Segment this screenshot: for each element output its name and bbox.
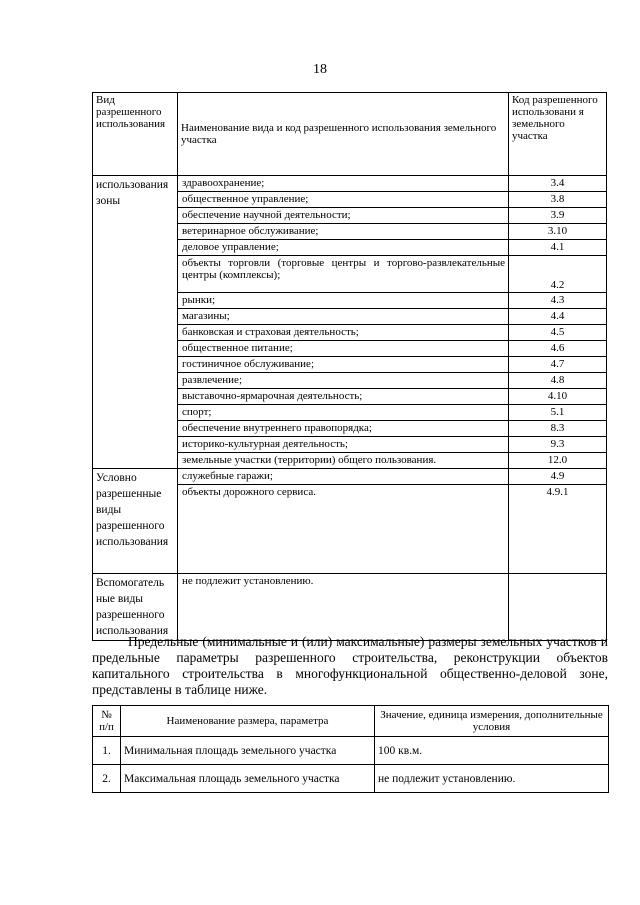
use-code: 3.9 bbox=[509, 208, 607, 224]
use-name: деловое управление; bbox=[178, 240, 509, 256]
limit-num: 1. bbox=[93, 737, 121, 765]
use-name: земельные участки (территории) общего пользования. bbox=[178, 453, 509, 469]
header-name: Наименование вида и код разрешенного использования земельного участка bbox=[178, 93, 509, 176]
use-code: 3.4 bbox=[509, 176, 607, 192]
limits-header-num: № п/п bbox=[93, 706, 121, 737]
use-name: обеспечение научной деятельности; bbox=[178, 208, 509, 224]
use-code: 4.9 bbox=[509, 469, 607, 485]
permitted-uses-header-row bbox=[93, 93, 607, 176]
use-name: спорт; bbox=[178, 405, 509, 421]
use-code: 4.8 bbox=[509, 373, 607, 389]
auxiliary-uses-label: Вспомогатель ные виды разрешенного использования bbox=[93, 574, 178, 641]
table-row bbox=[93, 469, 607, 485]
use-code: 12.0 bbox=[509, 453, 607, 469]
use-code: 9.3 bbox=[509, 437, 607, 453]
use-name: гостиничное обслуживание; bbox=[178, 357, 509, 373]
use-code: 4.6 bbox=[509, 341, 607, 357]
limit-value: не подлежит установлению. bbox=[375, 765, 609, 793]
use-name: историко-культурная деятельность; bbox=[178, 437, 509, 453]
limits-table bbox=[92, 705, 609, 793]
main-uses-label: использования зоны bbox=[93, 176, 178, 469]
permitted-uses-table bbox=[92, 92, 607, 641]
use-name: рынки; bbox=[178, 293, 509, 309]
use-name: объекты торговли (торговые центры и торгово-развлекательные центры (комплексы); bbox=[178, 256, 509, 293]
conditional-uses-label: Условно разрешенные виды разрешенного использования bbox=[93, 469, 178, 574]
limit-num: 2. bbox=[93, 765, 121, 793]
use-code: 4.5 bbox=[509, 325, 607, 341]
use-code: 3.10 bbox=[509, 224, 607, 240]
table-row bbox=[93, 765, 609, 793]
header-kind: Вид разрешенного использования bbox=[93, 93, 178, 176]
page-number: 18 bbox=[313, 62, 327, 77]
use-name: общественное питание; bbox=[178, 341, 509, 357]
use-code: 4.10 bbox=[509, 389, 607, 405]
use-code: 4.7 bbox=[509, 357, 607, 373]
use-name: объекты дорожного сервиса. bbox=[178, 485, 509, 574]
use-name: банковская и страховая деятельность; bbox=[178, 325, 509, 341]
use-name: здравоохранение; bbox=[178, 176, 509, 192]
limits-body bbox=[93, 737, 609, 793]
table-row bbox=[93, 574, 607, 641]
use-name: обеспечение внутреннего правопорядка; bbox=[178, 421, 509, 437]
permitted-uses-body bbox=[93, 176, 607, 641]
limits-header-row bbox=[93, 706, 609, 737]
use-name: выставочно-ярмарочная деятельность; bbox=[178, 389, 509, 405]
limits-paragraph: Предельные (минимальные и (или) максимальные) размеры земельных участков и предельные параметры разрешенного строительства, реконструкции объектов капитального строительства в многофункциональной общественно-деловой зоне, представлены в таблице ниже. bbox=[92, 634, 608, 697]
use-name: развлечение; bbox=[178, 373, 509, 389]
limit-name: Минимальная площадь земельного участка bbox=[121, 737, 375, 765]
use-name: служебные гаражи; bbox=[178, 469, 509, 485]
use-code: 4.4 bbox=[509, 309, 607, 325]
use-code: 8.3 bbox=[509, 421, 607, 437]
auxiliary-uses-text: не подлежит установлению. bbox=[178, 574, 509, 641]
table-row bbox=[93, 737, 609, 765]
limit-name: Максимальная площадь земельного участка bbox=[121, 765, 375, 793]
use-code: 4.3 bbox=[509, 293, 607, 309]
use-code: 4.2 bbox=[509, 256, 607, 293]
limits-header-name: Наименование размера, параметра bbox=[121, 706, 375, 737]
use-name: ветеринарное обслуживание; bbox=[178, 224, 509, 240]
header-code: Код разрешенного использовани я земельного участка bbox=[509, 93, 607, 176]
auxiliary-uses-code bbox=[509, 574, 607, 641]
use-code: 4.9.1 bbox=[509, 485, 607, 574]
use-code: 3.8 bbox=[509, 192, 607, 208]
use-code: 5.1 bbox=[509, 405, 607, 421]
table-row bbox=[93, 176, 607, 192]
limit-value: 100 кв.м. bbox=[375, 737, 609, 765]
use-name: магазины; bbox=[178, 309, 509, 325]
limits-header-value: Значение, единица измерения, дополнительные условия bbox=[375, 706, 609, 737]
use-name: общественное управление; bbox=[178, 192, 509, 208]
use-code: 4.1 bbox=[509, 240, 607, 256]
